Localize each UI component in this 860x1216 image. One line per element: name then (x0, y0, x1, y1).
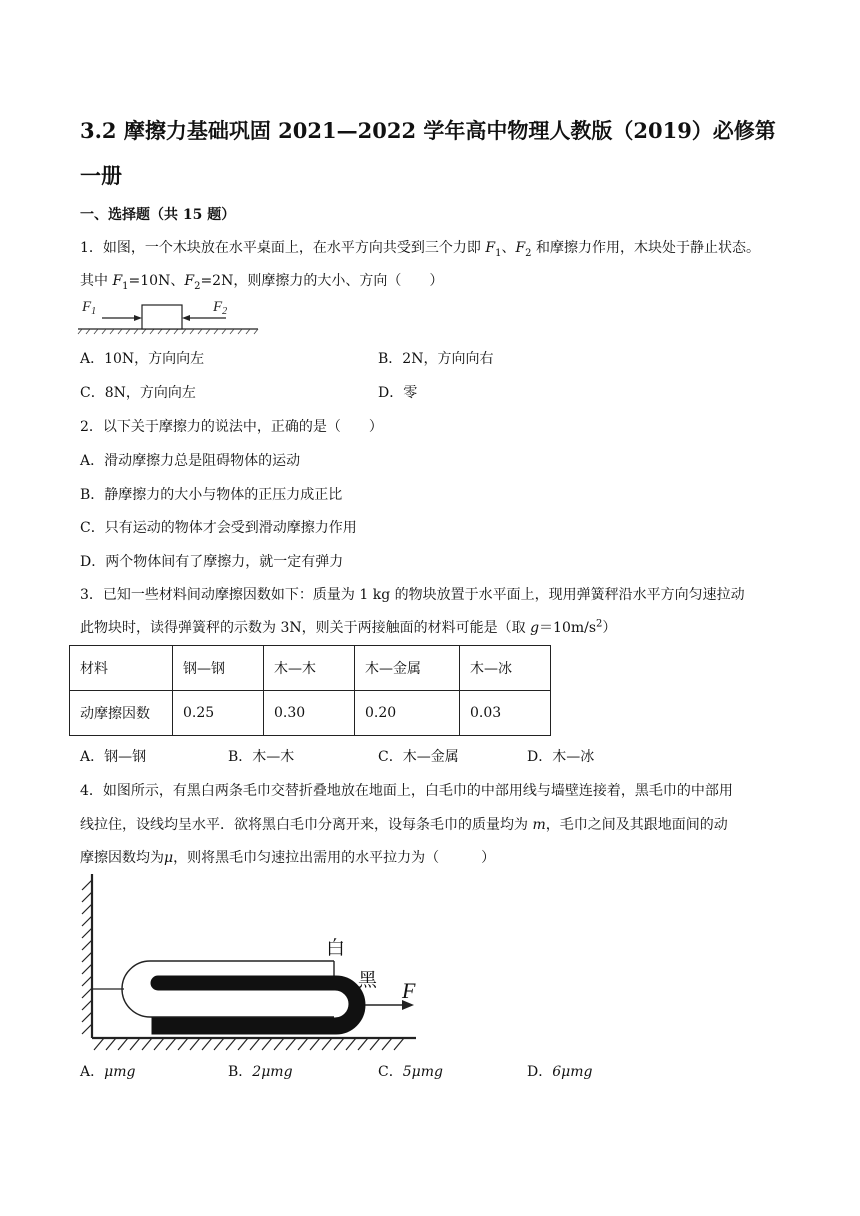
f2-label: $F_2$ (213, 299, 228, 317)
black-label: 黑 (358, 969, 378, 991)
q4-stem-line1: 4．如图所示，有黑白两条毛巾交替折叠地放在地面上，白毛巾的中部用线与墙壁连接着，黑毛巾的中部用 (80, 783, 733, 799)
table-cell: 0.30 (264, 691, 355, 736)
table-header-row (70, 646, 551, 691)
q3-option-a: A．钢—钢 (80, 749, 147, 765)
q4-towel-figure (76, 868, 436, 1056)
q3-stem-line1: 3．已知一些材料间动摩擦因数如下：质量为 1 kg 的物块放置于水平面上，现用弹簧秤沿水平方向匀速拉动 (80, 587, 745, 603)
black-towel (151, 976, 365, 1034)
q2-option-b: B．静摩擦力的大小与物体的正压力成正比 (80, 487, 343, 503)
q4-option-b: B．2μmg (228, 1064, 293, 1080)
q1-option-a: A．10N，方向向左 (80, 351, 205, 367)
q4-stem-line2: 线拉住，设线均呈水平．欲将黑白毛巾分离开来，设每条毛巾的质量均为 m，毛巾之间及其跟地面间的动 (80, 817, 728, 833)
table-cell: 0.25 (173, 691, 264, 736)
table-cell: 0.20 (355, 691, 460, 736)
q1-option-b: B．2N，方向向右 (378, 351, 494, 367)
page-title-line2: 一册 (80, 163, 122, 188)
q2-stem: 2．以下关于摩擦力的说法中，正确的是（ ） (80, 419, 383, 435)
table-cell: 动摩擦因数 (70, 691, 173, 736)
q3-option-d: D．木—冰 (527, 749, 595, 765)
page-title-line1: 3.2 摩擦力基础巩固 2021—2022 学年高中物理人教版（2019）必修第 (80, 118, 776, 143)
q2-option-d: D．两个物体间有了摩擦力，就一定有弹力 (80, 554, 344, 570)
table-cell: 木—冰 (460, 646, 551, 691)
f1-label: $F_1$ (82, 299, 97, 317)
wood-block (142, 305, 182, 329)
q2-option-a: A．滑动摩擦力总是阻碍物体的运动 (80, 453, 301, 469)
f1-arrowhead (134, 315, 142, 321)
q4-option-c: C．5μmg (378, 1064, 443, 1080)
q1-option-c: C．8N，方向向左 (80, 385, 196, 401)
q1-option-d: D．零 (378, 385, 418, 401)
table-row (70, 691, 551, 736)
q3-option-b: B．木—木 (228, 749, 295, 765)
q1-stem-line2: 其中 $F_1=10N$、$F_2=2N$，则摩擦力的大小、方向（ ） (80, 273, 444, 292)
q2-option-c: C．只有运动的物体才会受到滑动摩擦力作用 (80, 520, 357, 536)
table-cell: 材料 (70, 646, 173, 691)
table-cell: 木—金属 (355, 646, 460, 691)
section-heading: 一、选择题（共 15 题） (80, 207, 236, 223)
f2-arrowhead (182, 315, 190, 321)
q1-block-figure (76, 296, 262, 336)
white-label: 白 (326, 937, 346, 959)
force-label: F (402, 978, 416, 1003)
friction-coefficient-table (69, 645, 551, 736)
q3-option-c: C．木—金属 (378, 749, 459, 765)
q3-stem-line2: 此物块时，读得弹簧秤的示数为 3N，则关于两接触面的材料可能是（取 $g=10m/s^2$） (80, 618, 617, 636)
table-cell: 木—木 (264, 646, 355, 691)
table-cell: 0.03 (460, 691, 551, 736)
q4-stem-line3: 摩擦因数均为μ，则将黑毛巾匀速拉出需用的水平拉力为（ ） (80, 850, 496, 866)
q4-option-a: A．μmg (80, 1064, 136, 1080)
q4-option-d: D．6μmg (527, 1064, 593, 1080)
q1-stem-line1: 1．如图，一个木块放在水平桌面上，在水平方向共受到三个力即 $F_1$、$F_2$ 和摩擦力作用，木块处于静止状态。 (80, 240, 760, 259)
table-cell: 钢—钢 (173, 646, 264, 691)
